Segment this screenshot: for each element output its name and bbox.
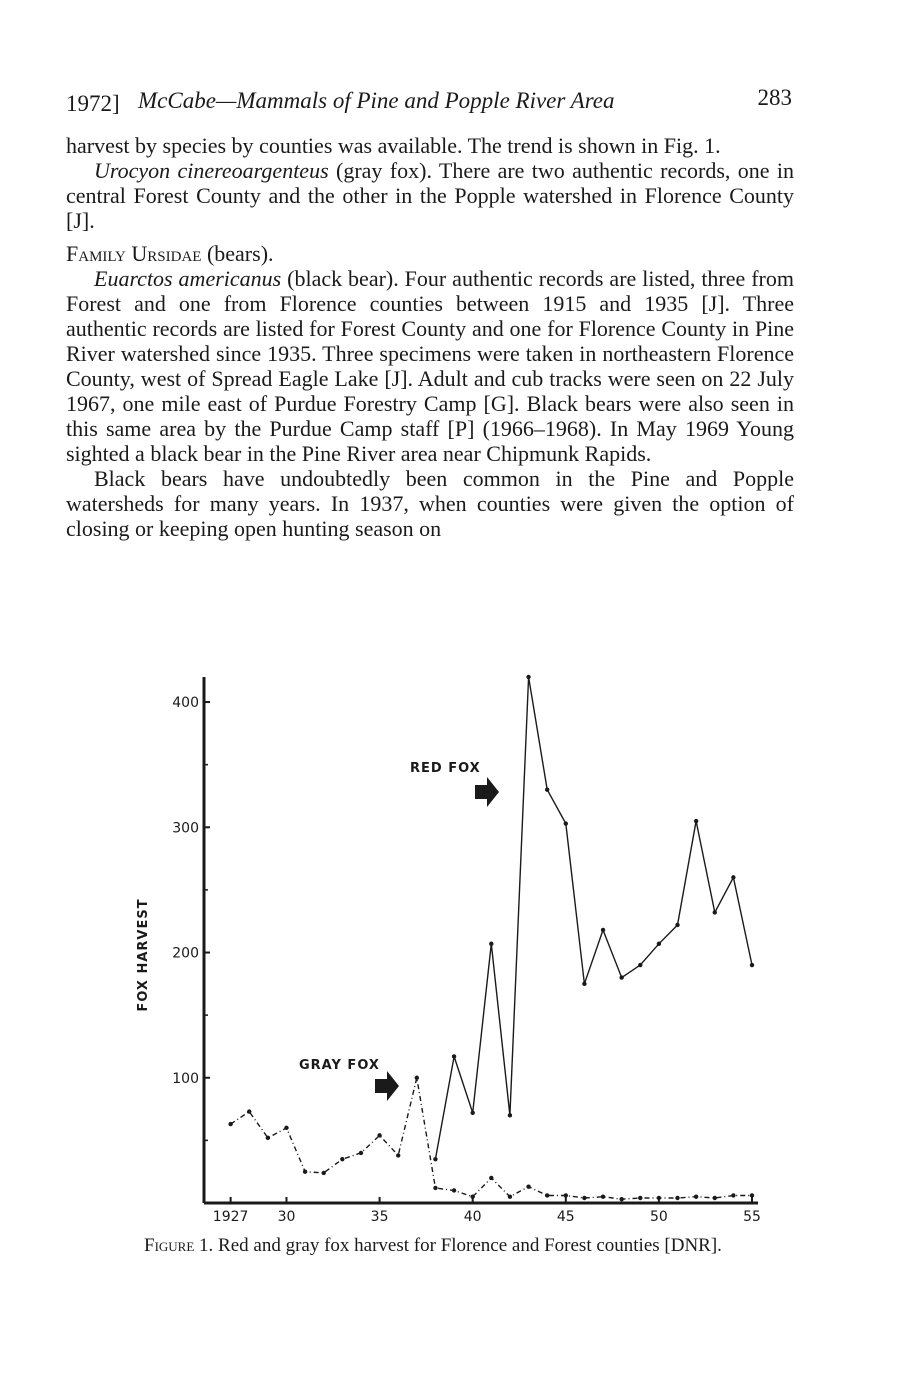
gray-fox-data-point — [396, 1153, 400, 1157]
gray-fox-data-point — [359, 1151, 363, 1155]
gray-fox-data-point — [322, 1171, 326, 1175]
gray-fox-data-point — [657, 1196, 661, 1200]
gray-fox-data-point — [694, 1195, 698, 1199]
annotation-red-fox: RED FOX — [410, 761, 481, 776]
red-fox-data-point — [489, 942, 493, 946]
x-tick-label: 30 — [277, 1209, 296, 1225]
gray-fox-data-point — [470, 1195, 474, 1199]
red-fox-data-point — [750, 963, 754, 967]
gray-fox-series-line — [231, 1078, 752, 1199]
annotation-gray-fox: GRAY FOX — [299, 1058, 380, 1073]
gray-fox-data-point — [564, 1193, 568, 1197]
gray-fox-data-point — [545, 1193, 549, 1197]
gray-fox-data-point — [526, 1185, 530, 1189]
gray-fox-data-point — [638, 1196, 642, 1200]
gray-fox-data-point — [601, 1195, 605, 1199]
species-name-gray-fox: Urocyon cinereoargenteus — [94, 158, 329, 183]
gray-fox-data-point — [303, 1169, 307, 1173]
gray-fox-data-point — [619, 1197, 623, 1201]
gray-fox-data-point — [452, 1188, 456, 1192]
gray-fox-data-point — [340, 1157, 344, 1161]
x-tick-label: 40 — [463, 1209, 482, 1225]
gray-fox-data-point — [266, 1136, 270, 1140]
red-fox-data-point — [675, 923, 679, 927]
figure-caption — [144, 1235, 760, 1257]
red-fox-data-point — [713, 910, 717, 914]
y-tick-label: 200 — [172, 945, 199, 962]
gray-fox-data-point — [675, 1196, 679, 1200]
red-fox-data-point — [638, 963, 642, 967]
gray-fox-data-point — [582, 1196, 586, 1200]
red-fox-data-point — [694, 819, 698, 823]
red-fox-data-point — [657, 942, 661, 946]
running-head-year: 1972] — [66, 91, 120, 116]
red-fox-series-line — [435, 677, 752, 1159]
red-fox-data-point — [470, 1111, 474, 1115]
gray-fox-data-point — [247, 1109, 251, 1113]
gray-fox-data-point — [433, 1186, 437, 1190]
paragraph-black-bear: Euarctos americanus (black bear). Four authentic records are listed, three from Forest and one from Florence counties between 1915 and 1935 [J]. Three authentic records are listed for Forest County and one for Florence County in Pine River watershed since 1935. Three specimens were taken in northeastern Florence County, west of Spread Eagle Lake [J]. Adult and cub tracks were seen on 22 July 1967, one mile east of Purdue Forestry Camp [G]. Black bears were also seen in this same area by the Purdue Camp staff [P] (1966–1968). In May 1969 Young sighted a black bear in the Pine River area near Chipmunk Rapids. — [66, 266, 794, 466]
x-tick-label: 35 — [370, 1209, 389, 1225]
x-tick-label: 45 — [556, 1209, 575, 1225]
red-fox-data-point — [508, 1113, 512, 1117]
gray-fox-data-point — [713, 1196, 717, 1200]
red-fox-data-point — [731, 875, 735, 879]
y-tick-label: 100 — [172, 1070, 199, 1087]
paragraph-black-bear-history: Black bears have undoubtedly been common in the Pine and Popple watersheds for many years. In 1937, when counties were given the option of closing or keeping open hunting season on — [66, 466, 794, 541]
gray-fox-data-point — [415, 1076, 419, 1080]
caption-lead: Figure 1. — [144, 1235, 214, 1256]
family-heading-ursidae: Family Ursidae (bears). — [66, 241, 274, 266]
red-fox-data-point — [526, 675, 530, 679]
paragraph-fig-reference: harvest by species by counties was available. The trend is shown in Fig. 1. — [66, 133, 721, 158]
red-fox-data-point — [619, 975, 623, 979]
red-fox-data-point — [433, 1157, 437, 1161]
chart-series-points — [228, 675, 754, 1202]
arrow-right-icon — [475, 777, 499, 807]
x-tick-label: 55 — [743, 1209, 761, 1225]
paragraph-gray-fox: Urocyon cinereoargenteus (gray fox). There are two authentic records, one in central Forest County and the other in the Popple watershed in Florence County [J]. — [66, 158, 795, 233]
gray-fox-data-point — [731, 1193, 735, 1197]
gray-fox-data-point — [377, 1133, 381, 1137]
gray-fox-data-point — [508, 1195, 512, 1199]
chart-series-lines — [231, 677, 752, 1199]
gray-fox-data-point — [228, 1122, 232, 1126]
x-tick-label: 50 — [649, 1209, 668, 1225]
page-number: 283 — [757, 85, 792, 110]
chart-axes — [204, 677, 758, 1203]
y-axis-label: FOX HARVEST — [136, 898, 151, 1012]
red-fox-data-point — [601, 928, 605, 932]
red-fox-data-point — [545, 788, 549, 792]
red-fox-data-point — [452, 1054, 456, 1058]
red-fox-data-point — [582, 982, 586, 986]
red-fox-data-point — [564, 821, 568, 825]
caption-text: Red and gray fox harvest for Florence and Forest counties [DNR]. — [213, 1235, 722, 1256]
y-tick-label: 400 — [172, 695, 199, 712]
x-tick-label: 1927 — [212, 1209, 249, 1225]
gray-fox-data-point — [284, 1126, 288, 1130]
y-tick-label: 300 — [172, 820, 199, 837]
gray-fox-data-point — [750, 1193, 754, 1197]
gray-fox-data-point — [489, 1176, 493, 1180]
arrow-right-icon — [375, 1071, 399, 1101]
species-name-black-bear: Euarctos americanus — [94, 266, 282, 291]
running-head-title: McCabe—Mammals of Pine and Popple River Area — [138, 88, 615, 113]
